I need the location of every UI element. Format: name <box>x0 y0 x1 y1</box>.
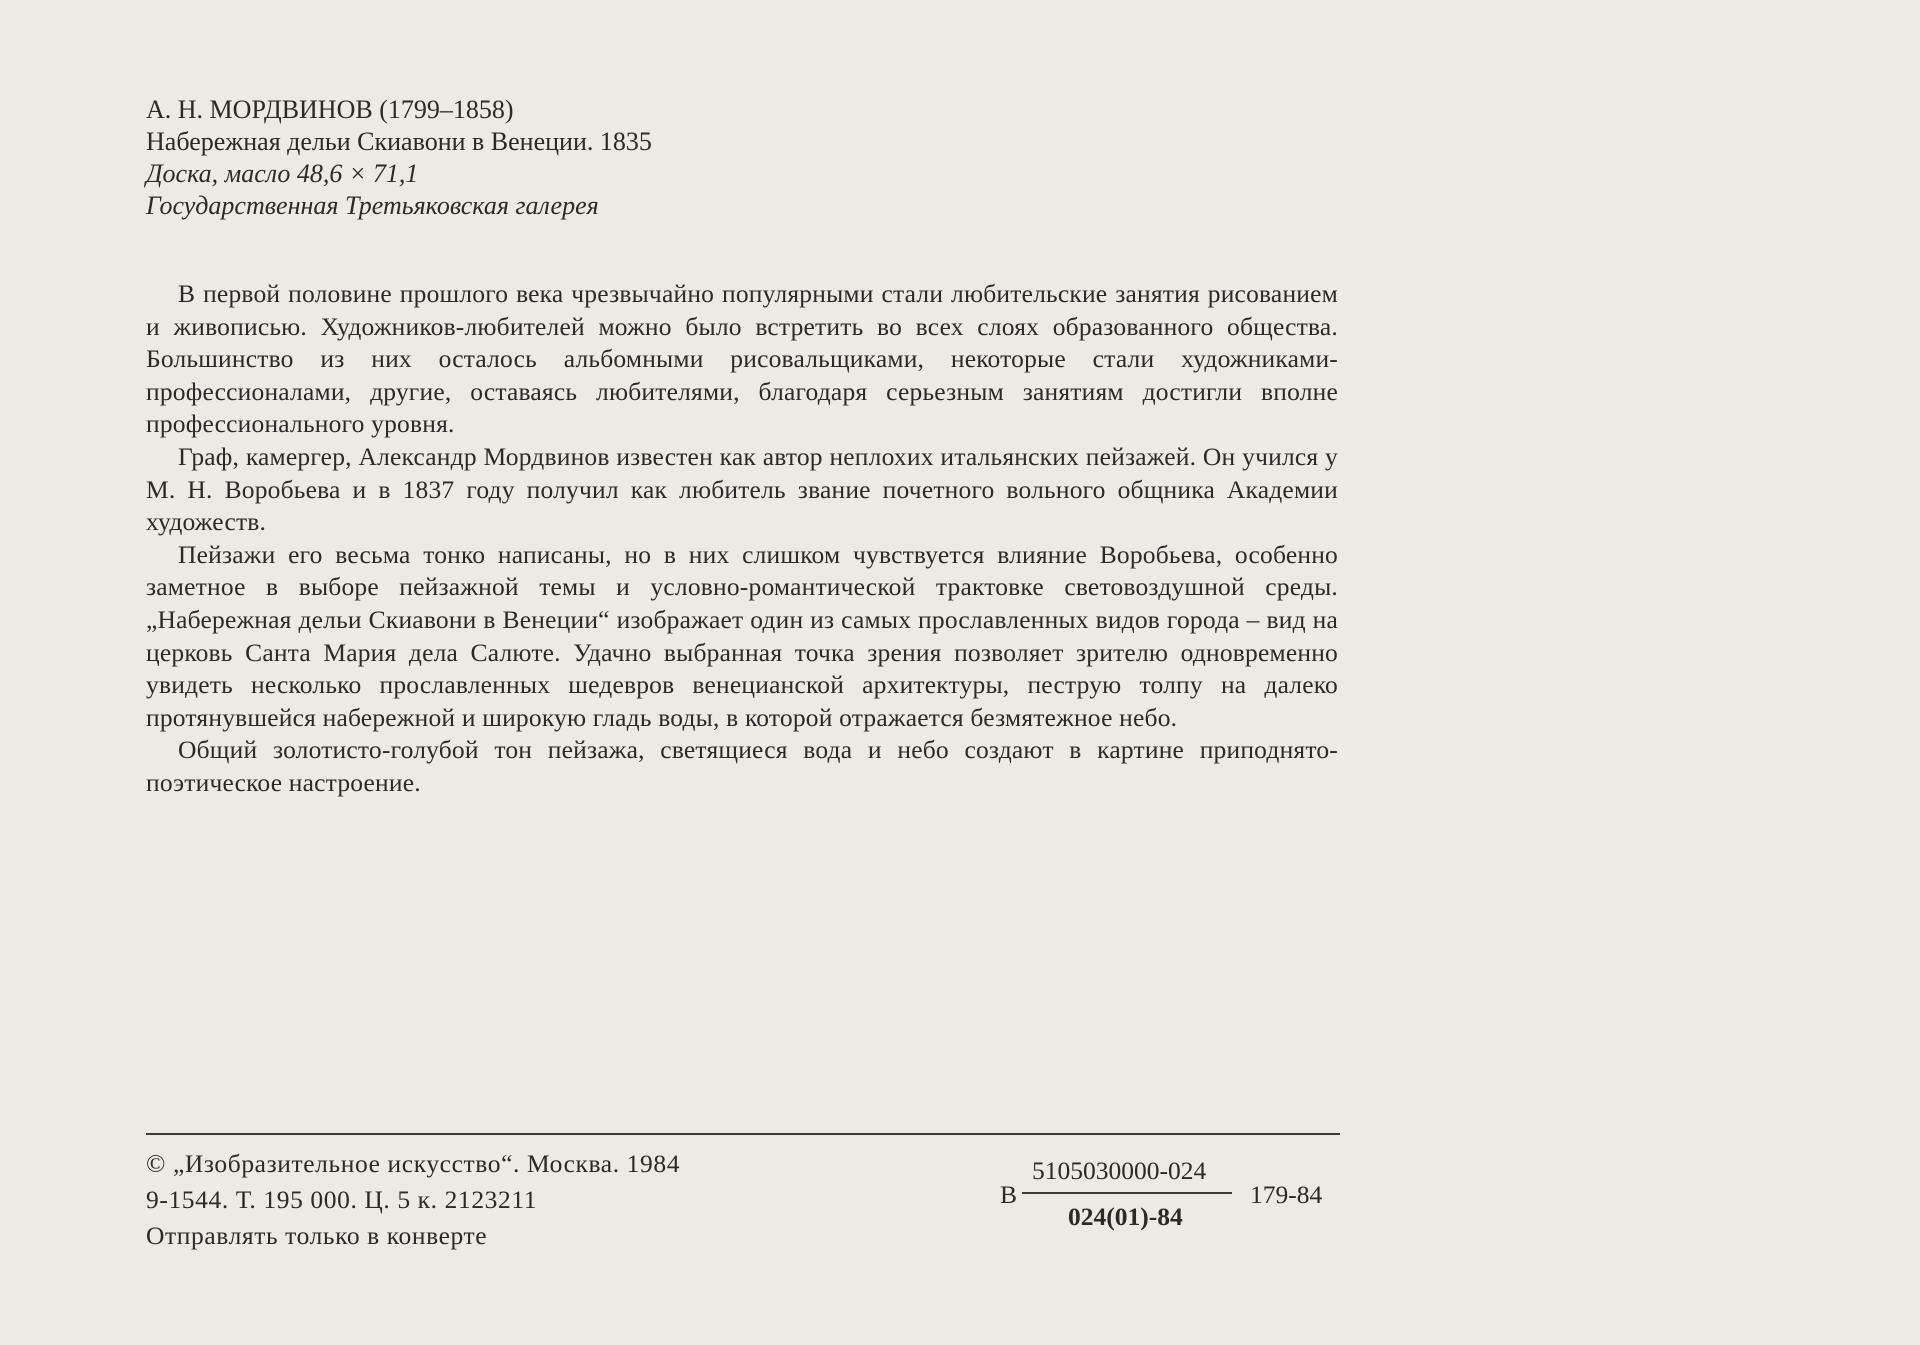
print-info-line: 9-1544. Т. 195 000. Ц. 5 к. 2123211 <box>146 1185 538 1214</box>
imprint-block <box>146 1146 680 1254</box>
code-suffix: 179-84 <box>1250 1180 1323 1209</box>
code-letter: В <box>1000 1180 1018 1209</box>
paragraph: Пейзажи его весьма тонко написаны, но в них слишком чувствуется влияние Воробьева, особенно заметное в выборе пейзажной темы и условно-романтической трактовке световоздушной среды. „Набережная дельи Скиавони в Венеции“ изображает один из самых прославленных видов города – вид на церковь Санта Мария дела Салюте. Удачно выбранная точка зрения позволяет зрителю одновременно увидеть несколько прославленных шедевров венецианской архитектуры, пеструю толпу на далеко протянувшейся набережной и широкую гладь воды, в которой отражается безмятежное небо. <box>146 539 1338 732</box>
paragraph: В первой половине прошлого века чрезвычайно популярными стали любительские занятия рисованием и живописью. Художников-любителей можно было встретить во всех слоях образованного общества. Большинство из них осталось альбомными рисовальщиками, некоторые стали художниками-профессионалами, другие, оставаясь любителями, благодаря серьезным занятиям достигли вполне профессионального уровня. <box>146 279 1338 439</box>
artwork-medium: Доска, масло 48,6 × 71,1 <box>146 159 419 188</box>
paragraph: Общий золотисто-голубой тон пейзажа, светящиеся вода и небо создают в картине приподнято-поэтическое настроение. <box>146 735 1338 797</box>
artwork-collection: Государственная Третьяковская галерея <box>146 191 599 220</box>
code-numerator: 5105030000-024 <box>1032 1156 1207 1185</box>
code-denominator: 024(01)-84 <box>1068 1202 1183 1231</box>
artwork-title: Набережная дельи Скиавони в Венеции. 1835 <box>146 127 652 156</box>
paragraph: Граф, камергер, Александр Мордвинов известен как автор неплохих итальянских пейзажей. Он учился у М. Н. Воробьева и в 1837 году получил как любитель звание почетного вольного общника Академии художеств. <box>146 441 1338 537</box>
fraction-bar <box>1022 1192 1232 1194</box>
publisher-line: © „Изобразительное искусство“. Москва. 1984 <box>146 1149 681 1178</box>
artist-name: А. Н. МОРДВИНОВ (1799–1858) <box>146 95 514 124</box>
divider-line <box>146 1133 1340 1135</box>
description-text <box>146 278 1338 800</box>
mailing-instruction: Отправлять только в конверте <box>146 1221 488 1250</box>
card-header <box>146 94 652 222</box>
catalog-code <box>992 1158 1342 1238</box>
